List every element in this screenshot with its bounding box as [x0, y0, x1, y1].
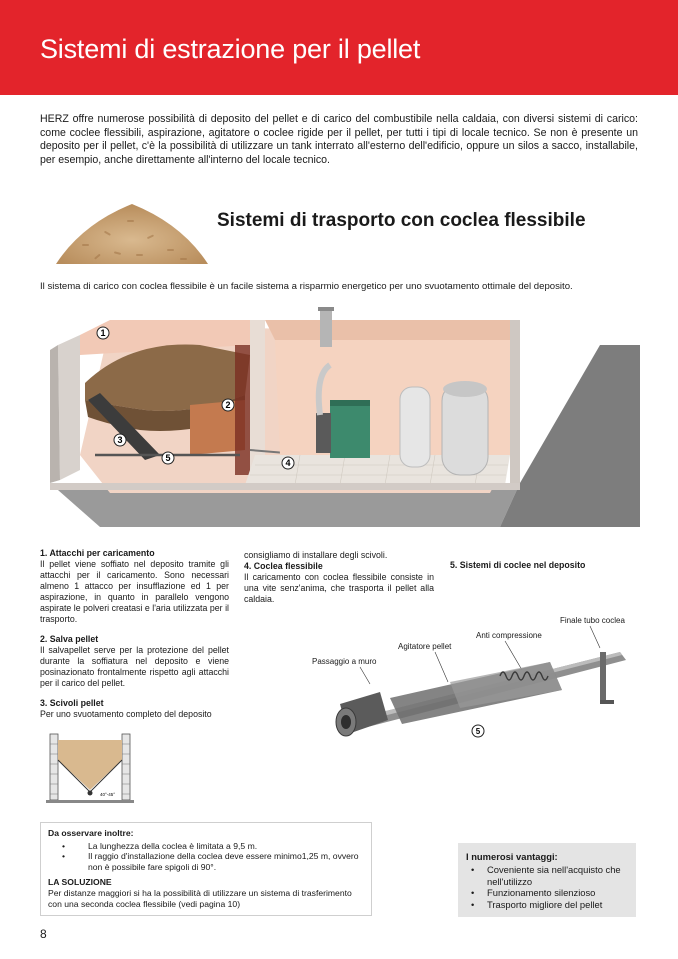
- list-item: • Funzionamento silenzioso: [466, 887, 628, 898]
- label-tube-end: Finale tubo coclea: [560, 616, 625, 625]
- advantages-box: [458, 843, 636, 917]
- item-3-text: Per uno svuotamento completo del deposito: [40, 709, 212, 719]
- item-2-text: Il salvapellet serve per la protezione del pellet durante la soffiatura nel deposito e viene posinazionato frontalmente rispetto agli attacchi per il carico del pellet.: [40, 645, 229, 688]
- intro-paragraph: HERZ offre numerose possibilità di deposito del pellet e di carico del combustibile nella caldaia, con diversi sistemi di carico: come coclee flessibili, aspirazione, agitatore o coclee rigide per il pellet, per tutti i tipi di locale tecnico. Se non è presente un deposito per il pellet, c'è la possibilità di utilizzare un tank interrato all'esterno dell'edificio, oppure un silos a sacco, installabile, per esempio, anche direttamente all'interno del locale tecnico.: [40, 113, 638, 166]
- list-item: • Trasporto migliore del pellet: [466, 899, 628, 910]
- notes-title: Da osservare inoltre:: [48, 828, 134, 838]
- item-4-text: Il caricamento con coclea flessibile consiste in una vite senz'anima, che trasporta il pellet alla caldaia.: [244, 572, 434, 604]
- item-1-text: Il pellet viene soffiato nel deposito tramite gli attacchi per il caricamento. Sono necessari almeno 1 attacco per insufflazione ed 1 per aspirazione, in quanto in parallelo vengono aspirate le polveri creatasi e l'aria utilizzata per il trasporto.: [40, 559, 229, 624]
- section-title: Sistemi di trasporto con coclea flessibile: [217, 210, 586, 231]
- solution-title: LA SOLUZIONE: [48, 877, 112, 888]
- label-anti-compression: Anti compressione: [476, 631, 542, 640]
- list-item: • Coveniente sia nell'acquisto che nell'utilizzo: [466, 864, 628, 887]
- marker-1: 1: [100, 328, 106, 338]
- text-column-3: [450, 560, 640, 571]
- marker-5: 5: [165, 453, 171, 463]
- notes-list: [48, 841, 364, 873]
- marker-4: 4: [285, 458, 291, 468]
- advantages-list: [466, 864, 628, 910]
- page-title: Sistemi di estrazione per il pellet: [40, 34, 421, 64]
- section-lead: Il sistema di carico con coclea flessibile è un facile sistema a risparmio energetico per uno svuotamento ottimale del deposito.: [40, 281, 573, 292]
- auger-marker-5: 5: [475, 727, 481, 736]
- page-number: 8: [40, 927, 47, 941]
- pellet-pile-image: [52, 194, 212, 270]
- item-1-title: 1. Attacchi per caricamento: [40, 548, 155, 558]
- label-wall-pass: Passaggio a muro: [312, 657, 377, 666]
- solution-text: Per distanze maggiori si ha la possibilità di utilizzare un sistema di trasferimento con una seconda coclea flessibile (vedi pagina 10): [48, 887, 352, 909]
- notes-box: [40, 822, 372, 916]
- storage-room-diagram: [40, 305, 640, 545]
- item-3-continuation: consigliamo di installare degli scivoli.: [244, 550, 388, 560]
- auger-system-diagram: [300, 612, 640, 740]
- item-2-title: 2. Salva pellet: [40, 634, 99, 644]
- item-3-title: 3. Scivoli pellet: [40, 698, 104, 708]
- slope-angle-label: 40°-45°: [100, 792, 116, 797]
- text-column-2: [244, 550, 434, 614]
- advantages-title: I numerosi vantaggi:: [466, 851, 558, 862]
- item-4-title: 4. Coclea flessibile: [244, 561, 323, 571]
- item-5-title: 5. Sistemi di coclee nel deposito: [450, 560, 586, 570]
- header-bar: [0, 0, 678, 95]
- marker-3: 3: [117, 435, 123, 445]
- marker-2: 2: [225, 400, 231, 410]
- list-item: • La lunghezza della coclea è limitata a 9,5 m.: [48, 841, 364, 852]
- list-item: • Il raggio d'installazione della coclea deve essere minimo1,25 m, ovvero non è possibile fare spigoli di 90°.: [48, 851, 364, 872]
- text-column-1: [40, 548, 229, 729]
- label-agitator: Agitatore pellet: [398, 642, 452, 651]
- slope-diagram: [40, 730, 140, 804]
